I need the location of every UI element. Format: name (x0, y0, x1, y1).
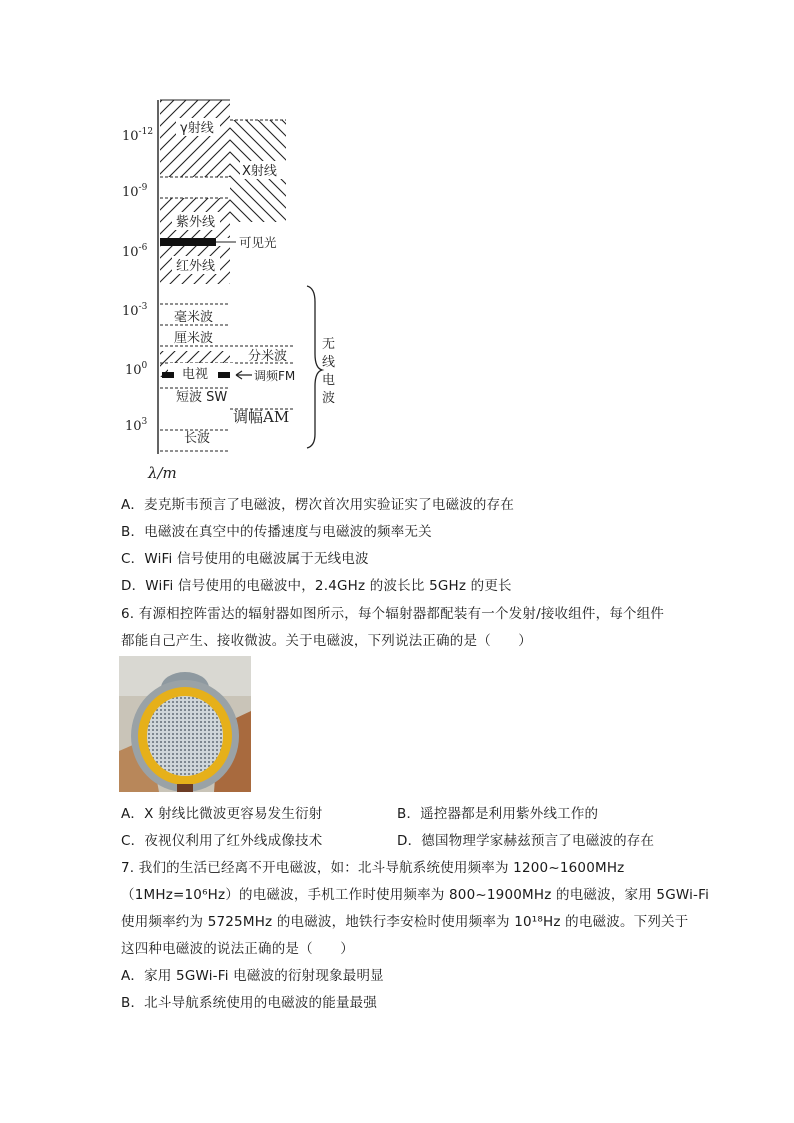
radio-wave-label: 线 (322, 355, 336, 370)
q5-option-b[interactable]: B．电磁波在真空中的传播速度与电磁波的频率无关 (121, 524, 432, 540)
q7-option-a[interactable]: A．家用 5GWi-Fi 电磁波的衍射现象最明显 (121, 968, 384, 984)
xray-label: X射线 (242, 164, 277, 179)
radio-wave-label: 无 (322, 337, 336, 352)
q5-option-a[interactable]: A．麦克斯韦预言了电磁波，楞次首次用实验证实了电磁波的存在 (121, 497, 515, 513)
q7-stem-line1: 7. 我们的生活已经离不开电磁波，如：北斗导航系统使用频率为 1200~1600MHz (121, 860, 625, 876)
tick-label: $10^0$ (125, 361, 148, 378)
tick-label: $10^{-6}$ (122, 243, 148, 260)
ir-label: 红外线 (176, 259, 216, 274)
q6-option-d[interactable]: D．德国物理学家赫兹预言了电磁波的存在 (397, 833, 655, 849)
q6-option-b[interactable]: B．遥控器都是利用紫外线工作的 (397, 806, 599, 822)
tick-label: $10^{-3}$ (122, 302, 148, 319)
tick-label: $10^{-12}$ (122, 127, 154, 144)
radar-array-photo (119, 656, 251, 792)
cm-wave-label: 厘米波 (174, 331, 214, 346)
radio-wave-label: 电 (322, 373, 336, 388)
q5-option-d[interactable]: D．WiFi 信号使用的电磁波中，2.4GHz 的波长比 5GHz 的更长 (121, 578, 512, 594)
q6-stem-line1: 6. 有源相控阵雷达的辐射器如图所示，每个辐射器都配装有一个发射/接收组件，每个组件 (121, 606, 665, 622)
q6-option-c[interactable]: C．夜视仪利用了红外线成像技术 (121, 833, 323, 849)
q7-option-b[interactable]: B．北斗导航系统使用的电磁波的能量最强 (121, 995, 378, 1011)
q6-option-a[interactable]: A．X 射线比微波更容易发生衍射 (121, 806, 323, 822)
q5-option-c[interactable]: C．WiFi 信号使用的电磁波属于无线电波 (121, 551, 369, 567)
am-label: 调幅AM (233, 408, 290, 426)
fm-label: 调频FM (254, 369, 296, 383)
dm-wave-label: 分米波 (248, 349, 288, 364)
tick-label: $10^3$ (125, 417, 148, 434)
radio-wave-label: 波 (322, 391, 336, 406)
tick-label: $10^{-9}$ (122, 183, 148, 200)
visible-label: 可见光 (239, 235, 277, 250)
q7-stem-line3: 使用频率约为 5725MHz 的电磁波，地铁行李安检时使用频率为 10¹⁸Hz 的电磁波。下列关于 (121, 914, 689, 930)
mm-wave-label: 毫米波 (174, 310, 214, 325)
q7-stem-line4: 这四种电磁波的说法正确的是（ ） (121, 941, 354, 957)
lw-label: 长波 (184, 431, 211, 446)
q6-stem-line2: 都能自己产生、接收微波。关于电磁波，下列说法正确的是（ ） (121, 633, 532, 649)
q7-stem-line2: （1MHz=10⁶Hz）的电磁波，手机工作时使用频率为 800~1900MHz 的电磁波，家用 5GWi-Fi (121, 887, 710, 903)
y-axis-unit: λ/m (148, 464, 177, 482)
em-spectrum-figure (110, 92, 370, 484)
sw-label: 短波 SW (176, 390, 228, 405)
gamma-label: γ射线 (180, 121, 214, 136)
tv-label: 电视 (182, 367, 209, 382)
uv-label: 紫外线 (176, 215, 216, 230)
